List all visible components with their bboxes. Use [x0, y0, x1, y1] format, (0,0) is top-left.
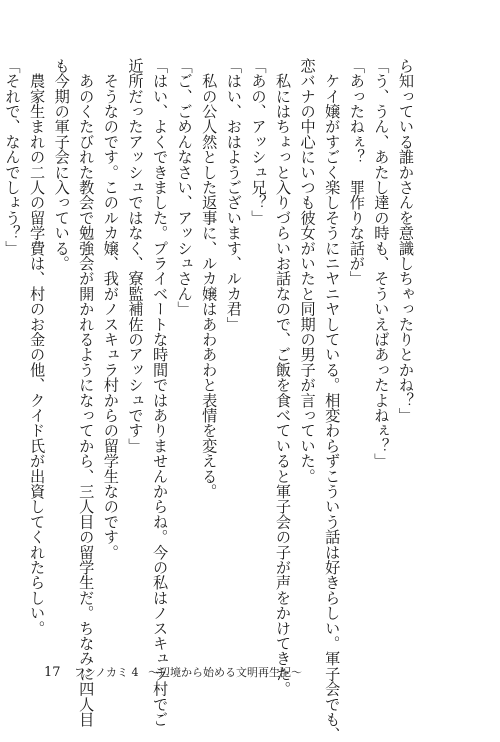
text-line: も今期の軍子会に入っている。: [52, 58, 71, 271]
page-footer: [44, 664, 302, 680]
book-title: フシノカミ 4: [74, 666, 139, 679]
text-line: そうなのです。このルカ嬢、我がノスキュラ村からの留学生なのです。: [101, 58, 120, 560]
text-line: あのくたびれた教会で勉強会が開かれるようになってから、三人目の留学生だ。ちなみに四人目: [77, 58, 96, 727]
text-line: 農家生まれの二人の留学費は、村のお金の他、クイド氏が出資してくれたらしい。: [28, 58, 47, 636]
text-line: 「う、うん、あたし達の時も、そういえばあったよねぇ？」: [372, 58, 391, 469]
text-line: 「あったねぇ？ 罪作りな話が」: [347, 58, 366, 286]
text-line: 近所だったアッシュではなく、寮監補佐のアッシュです」: [126, 58, 145, 454]
book-subtitle: ～辺境から始める文明再生記～: [148, 666, 303, 679]
text-line: 「はい、おはようございます、ルカ君」: [224, 58, 243, 332]
text-line: 「それで、なんでしょう？」: [3, 58, 22, 256]
text-line: ケイ嬢がすごく楽しそうにニヤニヤしている。相変わらずこういう話は好きらしい。軍子会でも、: [323, 58, 342, 742]
text-line: 「はい、よくできました。プライベートな時間ではありませんからね。今の私はノスキュラ村でご: [151, 58, 170, 727]
text-line: 恋バナの中心にいつも彼女がいたと同期の男子が言っていた。: [298, 58, 317, 484]
text-line: 「ご、ごめんなさい、アッシュさん」: [175, 58, 194, 317]
text-line: 私にはちょっと入りづらいお話なので、ご飯を食べていると軍子会の子が声をかけてきた。: [274, 58, 293, 697]
text-line: 「あの、アッシュ兄？」: [249, 58, 268, 226]
text-line: ら知っている誰かさんを意識しちゃったりとかね？」: [397, 58, 415, 423]
page-number: 17: [44, 665, 61, 680]
text-line: 私の公人然とした返事に、ルカ嬢はあわあわと表情を変える。: [200, 58, 219, 499]
